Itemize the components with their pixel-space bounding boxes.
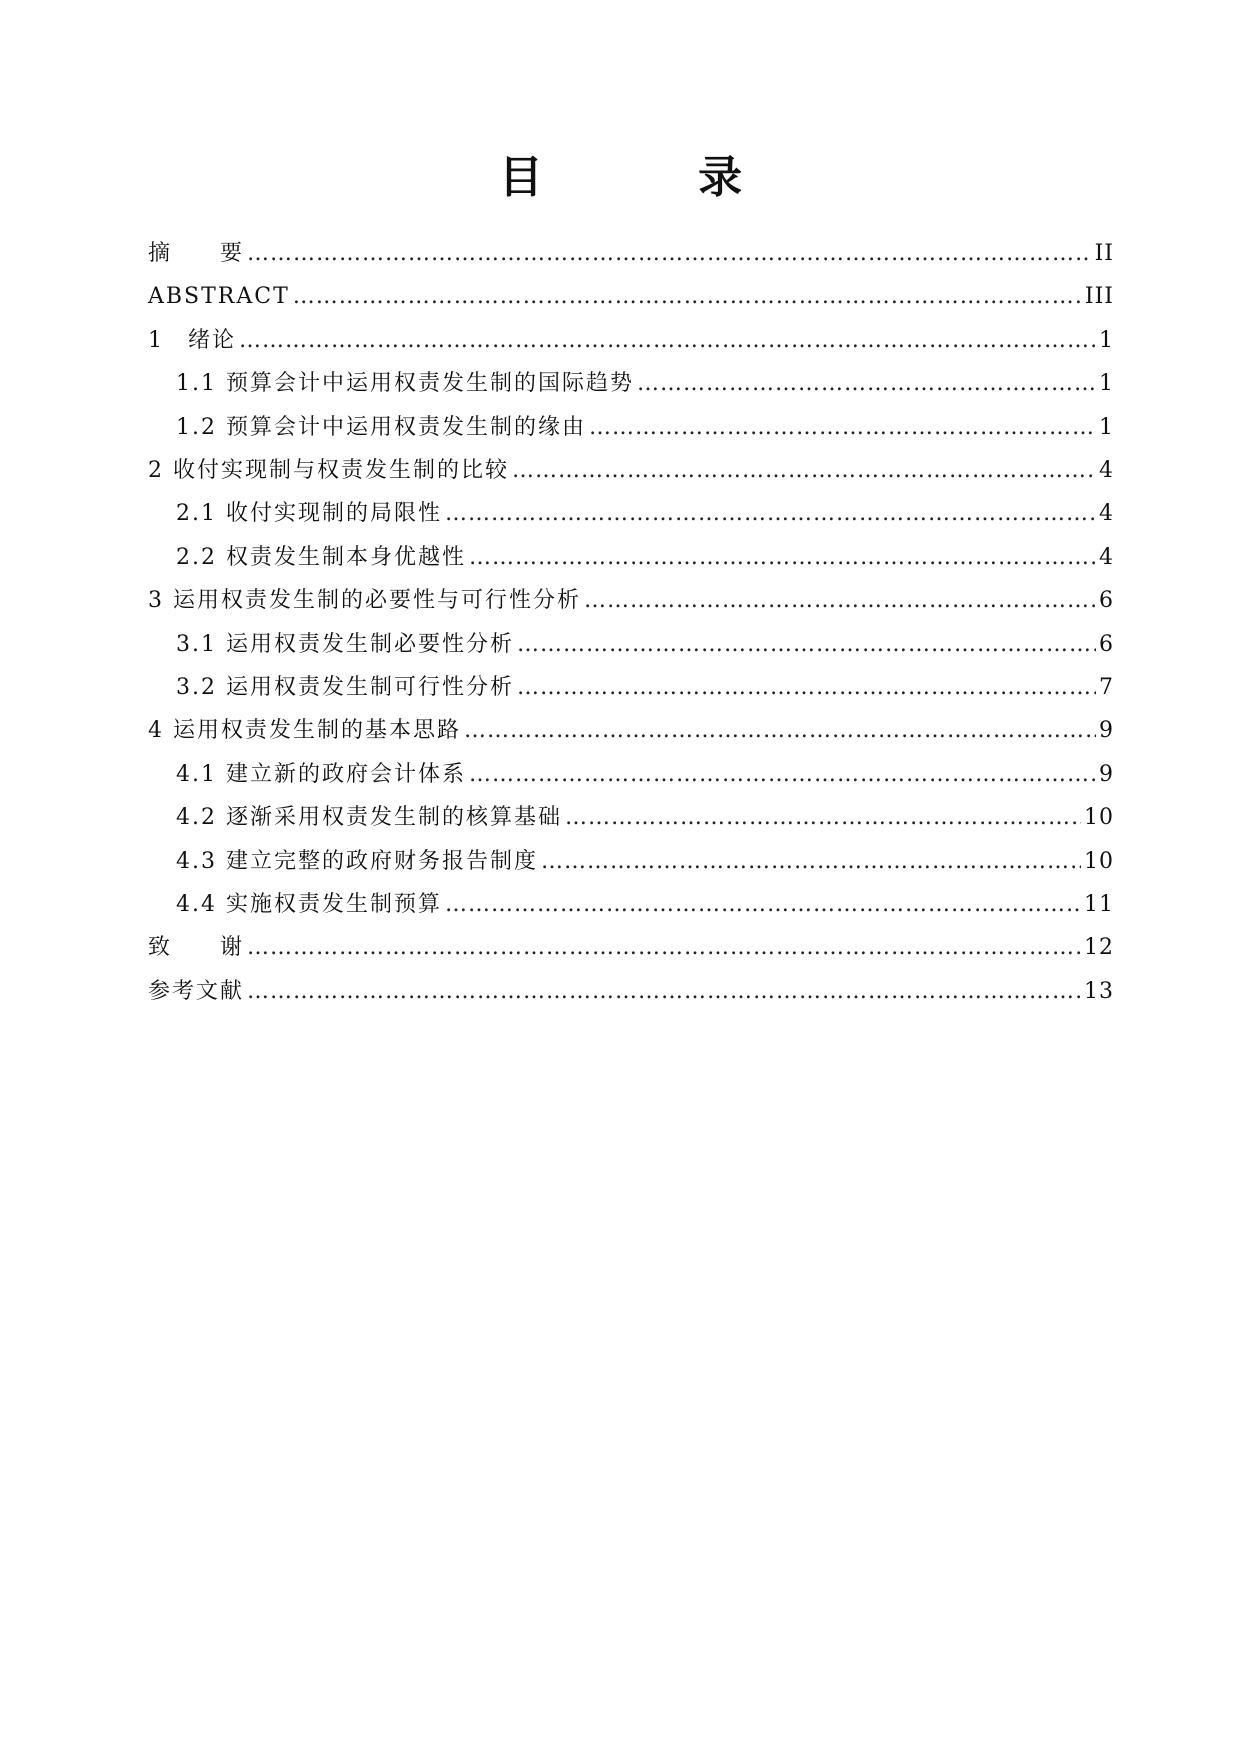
- dot-leader: [541, 844, 1081, 880]
- toc-entry-label: 3 运用权责发生制的必要性与可行性分析: [148, 588, 581, 614]
- dot-leader: [517, 670, 1096, 706]
- toc-entry[interactable]: [148, 323, 1114, 359]
- toc-entry-label: 4 运用权责发生制的基本思路: [148, 718, 461, 744]
- toc-entry[interactable]: [148, 453, 1114, 489]
- toc-entry-label: 4.4 实施权责发生制预算: [176, 892, 442, 917]
- dot-leader: [239, 323, 1096, 359]
- toc-entry-page: 7: [1099, 675, 1114, 700]
- dot-leader: [445, 496, 1096, 532]
- dot-leader: [247, 236, 1092, 272]
- toc-entry-page: 4: [1099, 458, 1114, 483]
- toc-entry-page: III: [1084, 284, 1114, 310]
- dot-leader: [512, 453, 1096, 489]
- toc-entry[interactable]: [148, 583, 1114, 619]
- toc-entry[interactable]: [176, 627, 1114, 663]
- toc-entry[interactable]: [176, 670, 1114, 706]
- toc-entry-page: 13: [1084, 978, 1114, 1004]
- dot-leader: [469, 540, 1096, 576]
- dot-leader: [464, 713, 1096, 749]
- toc-entry-label: ABSTRACT: [148, 284, 290, 310]
- toc-entry-page: 12: [1084, 935, 1114, 961]
- toc-entry-page: 9: [1099, 718, 1114, 744]
- dot-leader: [565, 800, 1081, 836]
- toc-entry-label: 3.1 运用权责发生制必要性分析: [176, 631, 514, 657]
- toc-entry[interactable]: [176, 800, 1114, 836]
- toc-entry-page: 1: [1099, 327, 1114, 353]
- page-title: 目 录: [498, 152, 813, 203]
- toc-entry-page: 11: [1084, 892, 1114, 917]
- dot-leader: [247, 930, 1081, 966]
- toc-entry[interactable]: [148, 279, 1114, 315]
- toc-entry-label: 1.2 预算会计中运用权责发生制的缘由: [176, 414, 586, 440]
- dot-leader: [584, 583, 1096, 619]
- dot-leader: [517, 627, 1096, 663]
- dot-leader: [637, 366, 1096, 402]
- toc-entry-label: 4.1 建立新的政府会计体系: [176, 761, 466, 787]
- toc-entry[interactable]: [148, 236, 1114, 272]
- toc-entry-page: 6: [1099, 631, 1114, 657]
- toc-entry[interactable]: [148, 974, 1114, 1010]
- toc-entry-label: 1.1 预算会计中运用权责发生制的国际趋势: [176, 371, 634, 397]
- toc-entry-page: 9: [1099, 761, 1114, 787]
- toc-entry[interactable]: [176, 887, 1114, 923]
- toc-entry-label: 1 绪论: [148, 327, 236, 353]
- dot-leader: [293, 279, 1082, 315]
- toc-entry-label: 3.2 运用权责发生制可行性分析: [176, 675, 514, 700]
- toc-entry[interactable]: [148, 930, 1114, 966]
- toc-entry[interactable]: [148, 713, 1114, 749]
- toc-entry[interactable]: [176, 496, 1114, 532]
- toc-entry-label: 参考文献: [148, 978, 245, 1004]
- toc-entry[interactable]: [176, 410, 1114, 446]
- toc-entry-page: 10: [1084, 848, 1114, 874]
- dot-leader: [589, 410, 1096, 446]
- dot-leader: [469, 757, 1096, 793]
- toc-entry-page: 4: [1099, 501, 1114, 527]
- toc-entry-label: 4.3 建立完整的政府财务报告制度: [176, 848, 538, 874]
- toc-entry-page: 10: [1084, 805, 1114, 831]
- toc-entry-label: 摘 要: [148, 241, 245, 266]
- toc-entry-label: 2.1 收付实现制的局限性: [176, 501, 442, 527]
- toc-entry-page: 1: [1099, 371, 1114, 397]
- toc-entry-page: 6: [1099, 588, 1114, 614]
- dot-leader: [247, 974, 1081, 1010]
- toc-entry-page: 4: [1099, 544, 1114, 570]
- toc-entry-label: 致 谢: [148, 935, 245, 961]
- dot-leader: [445, 887, 1081, 923]
- toc-entry[interactable]: [176, 366, 1114, 402]
- toc-entry-page: 1: [1099, 414, 1114, 440]
- toc-entry[interactable]: [176, 844, 1114, 880]
- toc-entry-page: II: [1094, 241, 1114, 266]
- toc-entry-label: 4.2 逐渐采用权责发生制的核算基础: [176, 805, 562, 831]
- toc-entry-label: 2.2 权责发生制本身优越性: [176, 544, 466, 570]
- toc-entry-label: 2 收付实现制与权责发生制的比较: [148, 458, 509, 483]
- toc-entry[interactable]: [176, 757, 1114, 793]
- toc-entry[interactable]: [176, 540, 1114, 576]
